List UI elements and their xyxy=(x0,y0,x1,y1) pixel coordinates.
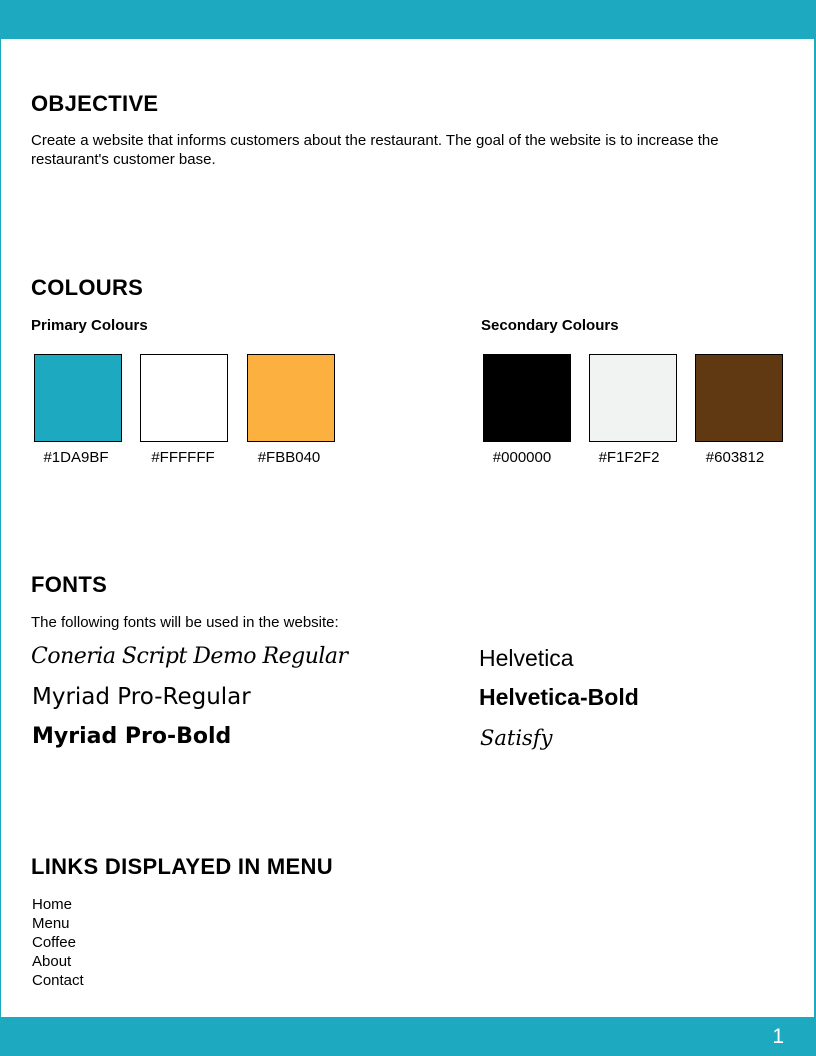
links-heading: LINKS DISPLAYED IN MENU xyxy=(31,854,333,879)
font-sample-helvetica: Helvetica xyxy=(479,645,574,671)
swatch-secondary-1 xyxy=(483,354,571,442)
font-sample-coneria: Coneria Script Demo Regular xyxy=(31,644,348,669)
menu-link-about: About xyxy=(32,953,72,970)
swatch-primary-1-label: #1DA9BF xyxy=(43,449,109,466)
menu-link-home: Home xyxy=(32,896,73,913)
swatch-primary-1 xyxy=(34,354,122,442)
objective-heading: OBJECTIVE xyxy=(31,91,159,116)
swatch-primary-2-label: #FFFFFF xyxy=(151,449,215,466)
swatch-secondary-2 xyxy=(589,354,677,442)
secondary-colours-label: Secondary Colours xyxy=(481,317,619,334)
swatch-primary-2 xyxy=(140,354,228,442)
swatch-primary-3 xyxy=(247,354,335,442)
fonts-intro: The following fonts will be used in the website: xyxy=(31,614,339,631)
fonts-heading: FONTS xyxy=(31,572,108,597)
menu-link-menu: Menu xyxy=(32,915,70,932)
objective-text: Create a website that informs customers about the restaurant. The goal of the website is to increase the restaurant's customer base. xyxy=(31,132,719,168)
menu-link-contact: Contact xyxy=(32,972,84,989)
colours-heading: COLOURS xyxy=(31,275,144,300)
swatch-primary-3-label: #FBB040 xyxy=(257,449,321,466)
header-bar xyxy=(0,0,816,39)
swatch-secondary-3-label: #603812 xyxy=(705,449,765,466)
font-sample-myriad-bold: Myriad Pro-Bold xyxy=(32,724,232,749)
swatch-secondary-1-label: #000000 xyxy=(492,449,552,466)
font-sample-satisfy: Satisfy xyxy=(480,726,553,750)
font-sample-myriad-regular: Myriad Pro-Regular xyxy=(32,684,251,710)
primary-colours-label: Primary Colours xyxy=(31,317,148,334)
page-number: 1 xyxy=(772,1025,784,1048)
swatch-secondary-3 xyxy=(695,354,783,442)
menu-links-list xyxy=(32,895,84,990)
footer-bar xyxy=(0,1017,816,1056)
font-sample-helvetica-bold: Helvetica-Bold xyxy=(479,684,639,710)
swatch-secondary-2-label: #F1F2F2 xyxy=(598,449,660,466)
menu-link-coffee: Coffee xyxy=(32,934,76,951)
